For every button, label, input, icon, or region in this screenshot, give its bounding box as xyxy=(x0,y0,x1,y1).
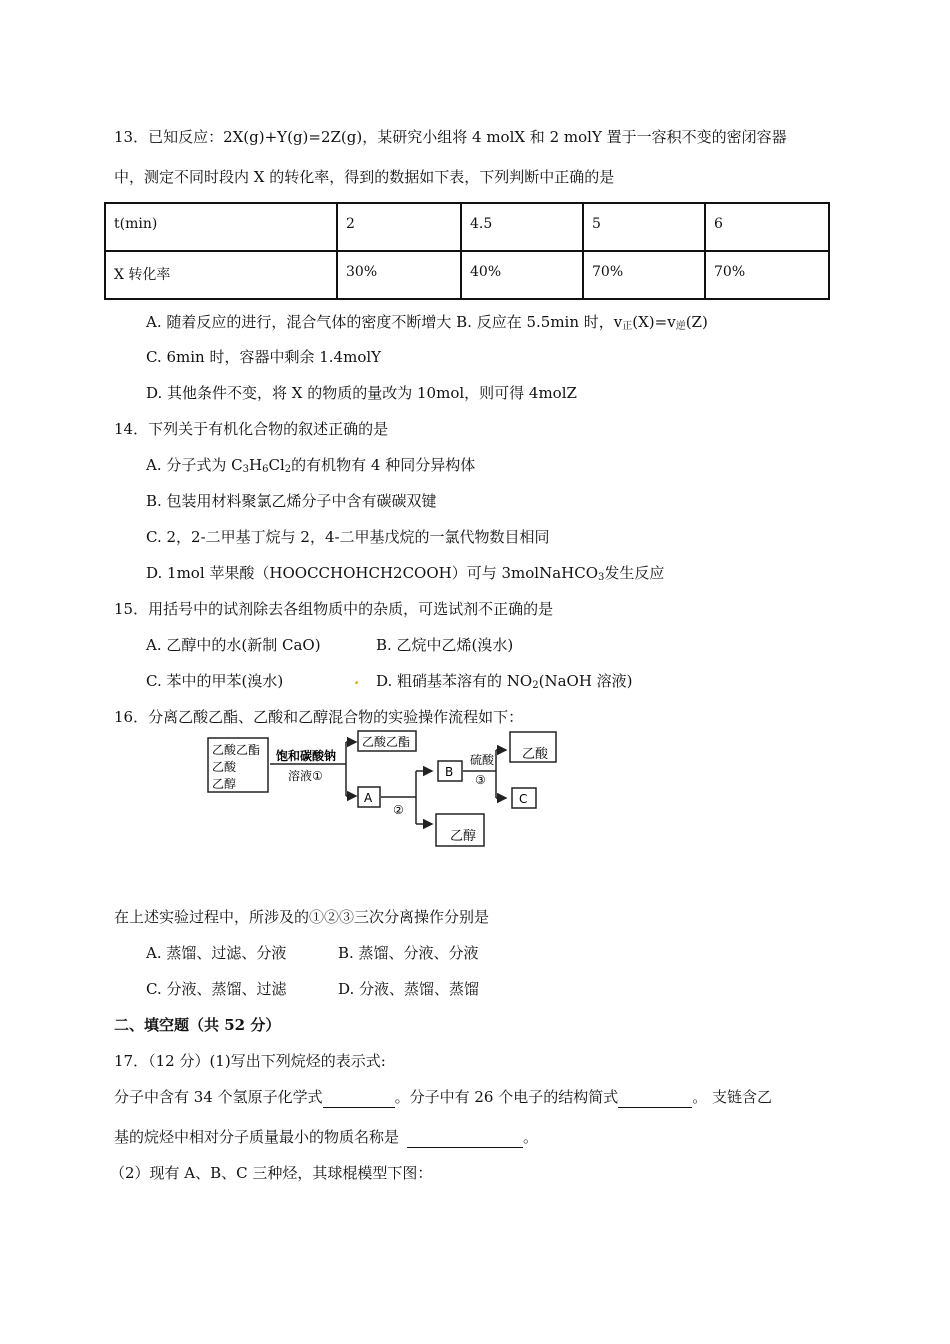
text: 发生反应 xyxy=(604,564,665,582)
decorative-dot: . xyxy=(354,670,360,688)
q14-option-b: B. 包装用材料聚氯乙烯分子中含有碳碳双键 xyxy=(146,492,437,510)
mixture-label-alcohol: 乙醇 xyxy=(212,777,237,791)
table-row xyxy=(105,203,829,251)
q13-option-c: C. 6min 时，容器中剩余 1.4molY xyxy=(146,348,382,366)
step3-label: ③ xyxy=(475,773,486,787)
table-cell: X 转化率 xyxy=(105,251,337,299)
answer-blank[interactable] xyxy=(618,1091,692,1108)
conversion-table xyxy=(104,202,830,300)
section-heading: 二、填空题（共 52 分） xyxy=(114,1016,281,1034)
subscript: 2 xyxy=(532,680,539,691)
reagent1-sublabel: 溶液① xyxy=(288,769,323,783)
q15-option-a: A. 乙醇中的水(新制 CaO) xyxy=(146,636,321,654)
q13-option-a-b xyxy=(146,311,708,338)
q16-option-a: A. 蒸馏、过滤、分液 xyxy=(146,944,287,962)
q14-option-c: C. 2，2-二甲基丁烷与 2，4-二甲基戊烷的一氯代物数目相同 xyxy=(146,528,550,546)
table-cell: t(min) xyxy=(105,203,337,251)
table-cell: 5 xyxy=(583,203,705,251)
q16-followup: 在上述实验过程中，所涉及的①②③三次分离操作分别是 xyxy=(114,908,490,926)
text: Cl xyxy=(268,456,285,474)
text: H xyxy=(249,456,263,474)
q14-option-d xyxy=(146,562,664,589)
subscript: 6 xyxy=(262,464,269,475)
q16-stem: 16．分离乙酸乙酯、乙酸和乙醇混合物的实验操作流程如下： xyxy=(114,708,524,726)
acid-output-label: 乙酸 xyxy=(522,747,549,762)
mixture-label-acid: 乙酸 xyxy=(212,760,237,774)
table-cell: 70% xyxy=(705,251,829,299)
text: 。 xyxy=(523,1128,539,1146)
node-a-label: A xyxy=(364,791,373,805)
table-cell: 40% xyxy=(461,251,583,299)
table-row xyxy=(105,251,829,299)
q16-option-c: C. 分液、蒸馏、过滤 xyxy=(146,980,287,998)
reagent1-label: 饱和碳酸钠 xyxy=(276,749,337,763)
separation-flowchart xyxy=(200,728,580,858)
q13-option-b-mid: (X)=v xyxy=(632,313,676,331)
alcohol-output-label: 乙醇 xyxy=(450,829,477,844)
subscript: 逆 xyxy=(675,321,686,332)
ester-output-label: 乙酸乙酯 xyxy=(362,735,411,749)
q13-stem-line2: 中，测定不同时段内 X 的转化率，得到的数据如下表，下列判断中正确的是 xyxy=(114,168,615,186)
q16-option-b: B. 蒸馏、分液、分液 xyxy=(338,944,479,962)
q17-stem: 17．（12 分）(1)写出下列烷烃的表示式: xyxy=(114,1052,386,1070)
node-b-label: B xyxy=(445,765,454,779)
q13-option-d: D. 其他条件不变，将 X 的物质的量改为 10mol，则可得 4molZ xyxy=(146,384,577,402)
table-cell: 70% xyxy=(583,251,705,299)
text: D. 粗硝基苯溶有的 NO xyxy=(376,672,533,690)
q17-line2 xyxy=(114,1126,538,1148)
table-cell: 2 xyxy=(337,203,461,251)
answer-blank[interactable] xyxy=(323,1091,395,1108)
subscript: 2 xyxy=(284,464,292,475)
table-cell: 4.5 xyxy=(461,203,583,251)
q15-stem: 15．用括号中的试剂除去各组物质中的杂质，可选试剂不正确的是 xyxy=(114,600,554,618)
q13-option-b-end: (Z) xyxy=(685,313,708,331)
q17-part2: （2）现有 A、B、C 三种烃，其球棍模型下图： xyxy=(110,1164,433,1182)
subscript: 3 xyxy=(598,572,605,583)
q16-option-d: D. 分液、蒸馏、蒸馏 xyxy=(338,980,480,998)
text: A. 分子式为 C xyxy=(146,456,243,474)
q15-option-b: B. 乙烷中乙烯(溴水) xyxy=(376,636,514,654)
reagent3-label: 硫酸 xyxy=(470,753,495,767)
q15-option-c: C. 苯中的甲苯(溴水) xyxy=(146,672,284,690)
q14-stem: 14．下列关于有机化合物的叙述正确的是 xyxy=(114,420,389,438)
subscript: 正 xyxy=(622,321,633,332)
subscript: 3 xyxy=(242,464,249,475)
q13-option-a-text: A. 随着反应的进行，混合气体的密度不断增大 B. 反应在 5.5min 时，v xyxy=(146,313,623,331)
text: 的有机物有 4 种同分异构体 xyxy=(291,456,476,474)
q17-line1 xyxy=(114,1086,772,1108)
text: (NaOH 溶液) xyxy=(538,672,633,690)
text: 。 支链含乙 xyxy=(692,1088,773,1106)
table-cell: 6 xyxy=(705,203,829,251)
step2-label: ② xyxy=(393,803,404,817)
text: 分子中含有 34 个氢原子化学式 xyxy=(114,1088,323,1106)
q13-stem-line1: 13．已知反应：2X(g)+Y(g)=2Z(g)，某研究小组将 4 molX 和 2 molY 置于一容积不变的密闭容器 xyxy=(114,128,787,146)
text: D. 1mol 苹果酸（HOOCCHOHCH2COOH）可与 3molNaHCO xyxy=(146,564,599,582)
table-cell: 30% xyxy=(337,251,461,299)
node-c-label: C xyxy=(519,792,528,806)
text: 。分子中有 26 个电子的结构简式 xyxy=(394,1088,619,1106)
q15-option-d xyxy=(376,670,633,697)
q14-option-a xyxy=(146,454,475,481)
text: 基的烷烃中相对分子质量最小的物质名称是 xyxy=(114,1128,400,1146)
answer-blank[interactable] xyxy=(407,1131,523,1148)
mixture-label-ester: 乙酸乙酯 xyxy=(212,743,261,757)
